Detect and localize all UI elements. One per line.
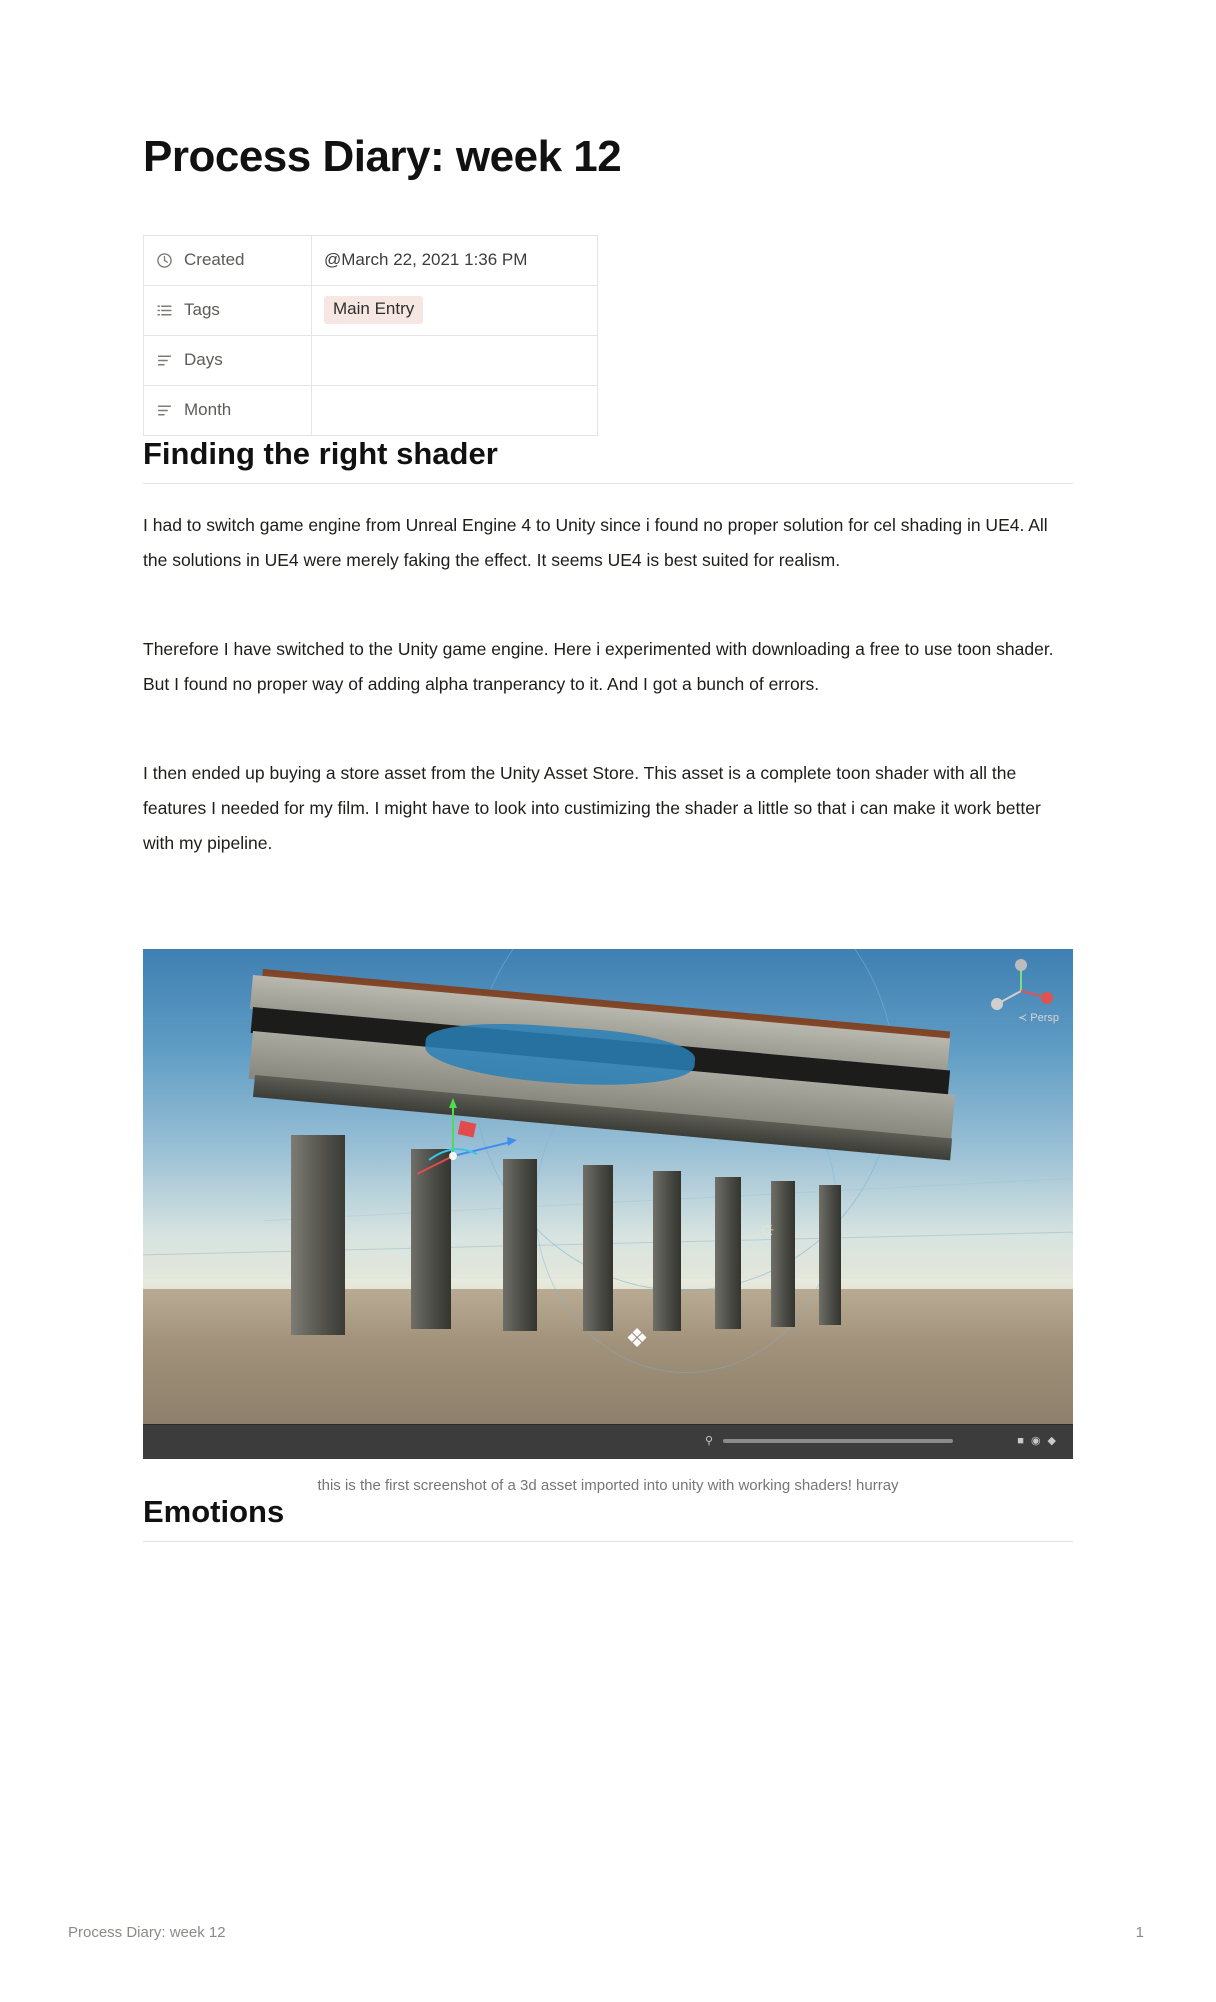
table-row xyxy=(144,285,598,335)
clock-icon xyxy=(156,252,173,269)
paragraph-2: Therefore I have switched to the Unity game engine. Here i experimented with downloading a free to use toon shader. But I found no proper way of adding alpha tranperancy to it. And I got a bunch of errors. xyxy=(143,638,1054,694)
footer-title: Process Diary: week 12 xyxy=(68,1924,226,1941)
scene-pillar xyxy=(291,1135,345,1335)
figure-unity-screenshot xyxy=(143,949,1073,1494)
figure-caption: this is the first screenshot of a 3d asset imported into unity with working shaders! hurray xyxy=(317,1476,899,1494)
search-icon[interactable]: ⚲ xyxy=(704,1434,713,1447)
unity-editor-screenshot xyxy=(143,949,1073,1459)
scene-toolbar[interactable] xyxy=(143,1424,1073,1459)
property-label-month: Month xyxy=(184,400,232,420)
toolbar-icons[interactable]: ■◉◆ xyxy=(1017,1434,1063,1447)
document-content xyxy=(143,0,1073,1542)
scene-pillar xyxy=(771,1181,795,1327)
zoom-slider[interactable] xyxy=(723,1439,953,1443)
property-label-tags: Tags xyxy=(184,300,220,320)
property-value-month xyxy=(312,385,598,435)
transform-gizmo[interactable] xyxy=(411,1094,521,1204)
paragraph-1: I had to switch game engine from Unreal Engine 4 to Unity since i found no proper solution for cel shading in UE4. All the solutions in UE4 were merely faking the effect. It seems UE4 is best suited for realism. xyxy=(143,514,1048,570)
property-key-created xyxy=(144,235,312,285)
property-value-created: @March 22, 2021 1:36 PM xyxy=(312,235,598,285)
footer-page-number: 1 xyxy=(1135,1924,1144,1941)
sun-icon: ☼ xyxy=(756,1214,778,1240)
table-row xyxy=(144,335,598,385)
section-heading-finding: Finding the right shader xyxy=(143,436,1073,484)
property-label-days: Days xyxy=(184,350,223,370)
property-label-created: Created xyxy=(184,250,245,270)
property-key-tags xyxy=(144,285,312,335)
scene-pillar xyxy=(715,1177,741,1329)
property-key-days xyxy=(144,335,312,385)
section-heading-emotions: Emotions xyxy=(143,1494,1073,1542)
page-title: Process Diary: week 12 xyxy=(143,132,622,181)
property-key-month xyxy=(144,385,312,435)
property-value-tags xyxy=(312,285,598,335)
viewport-projection-label[interactable]: ≺ Persp xyxy=(1017,1011,1059,1024)
scene-pillar xyxy=(653,1171,681,1331)
text-lines-icon xyxy=(156,352,173,369)
table-row xyxy=(144,385,598,435)
status-badge[interactable]: Main Entry xyxy=(324,296,423,324)
page-footer xyxy=(0,1882,1216,2002)
property-value-days xyxy=(312,335,598,385)
table-row xyxy=(144,235,598,285)
light-gizmo-icon[interactable]: ❖ xyxy=(625,1322,649,1353)
scene-pillar xyxy=(583,1165,613,1331)
properties-table xyxy=(143,235,598,436)
list-icon xyxy=(156,302,173,319)
text-lines-icon xyxy=(156,402,173,419)
scene-pillar xyxy=(819,1185,841,1325)
paragraph-3: I then ended up buying a store asset from the Unity Asset Store. This asset is a complete toon shader with all the features I needed for my film. I might have to look into custimizing the shader a little so that i can make it work better with my pipeline. xyxy=(143,762,1041,853)
